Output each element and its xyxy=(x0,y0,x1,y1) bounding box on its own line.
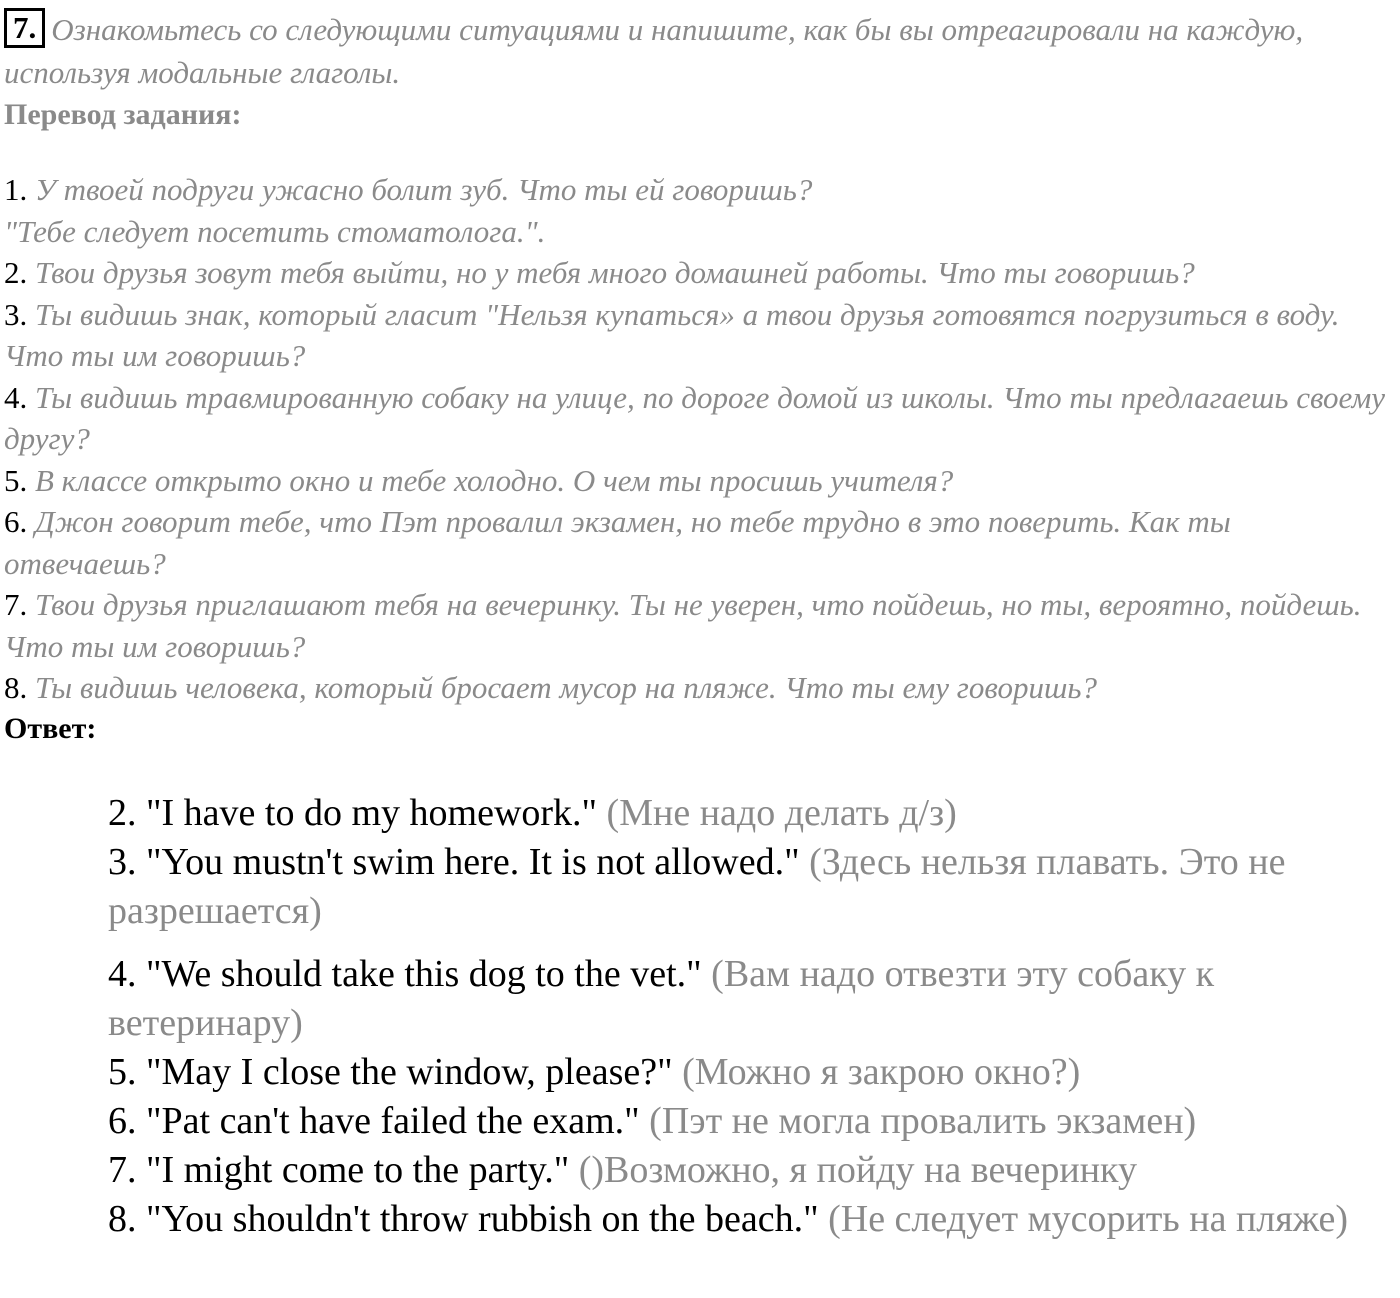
item-number: 5. xyxy=(4,462,28,498)
answer-item xyxy=(108,1097,1396,1146)
document-page xyxy=(4,8,1396,1244)
item-text: У твоей подруги ужасно болит зуб. Что ты ей говоришь? xyxy=(35,172,813,207)
answer-english: 6. "Pat can't have failed the exam." xyxy=(108,1099,640,1142)
task-instruction-paragraph xyxy=(4,8,1396,94)
item-text: Ты видишь знак, который гласит "Нельзя купаться» а твои друзья готовятся погрузиться в воду. Что ты им говоришь? xyxy=(4,296,1340,373)
item-example: "Тебе следует посетить стоматолога.". xyxy=(4,213,546,249)
item-number: 3. xyxy=(4,296,28,332)
list-item xyxy=(4,169,1396,252)
spacer xyxy=(4,136,1396,169)
item-number: 7. xyxy=(4,587,28,622)
answer-translation: (Вам надо отвезти эту собаку к ветеринару) xyxy=(108,952,1215,1044)
item-text: В классе открыто окно и тебе холодно. О чем ты просишь учителя? xyxy=(35,462,954,498)
task-instruction: Ознакомьтесь со следующими ситуациями и напишите, как бы вы отреагировали на каждую, используя модальные глаголы. xyxy=(4,12,1304,90)
answer-translation: (Мне надо делать д/з) xyxy=(606,791,957,834)
answer-english: 3. "You mustn't swim here. It is not allowed." xyxy=(108,840,800,883)
answer-translation: (Можно я закрою окно?) xyxy=(682,1050,1081,1093)
answer-english: 8. "You shouldn't throw rubbish on the beach." xyxy=(108,1197,819,1240)
answer-english: 5. "May I close the window, please?" xyxy=(108,1050,673,1093)
answer-item xyxy=(108,789,1396,838)
answer-english: 4. "We should take this dog to the vet." xyxy=(108,952,702,995)
list-item xyxy=(4,377,1396,460)
task-number-box: 7. xyxy=(4,8,45,48)
item-number: 1. xyxy=(4,172,28,207)
situation-list xyxy=(4,169,1396,709)
answer-translation: ()Возможно, я пойду на вечеринку xyxy=(578,1148,1137,1191)
item-number: 2. xyxy=(4,255,28,290)
item-number: 8. xyxy=(4,670,28,705)
list-item xyxy=(4,460,1396,502)
list-item xyxy=(4,667,1396,709)
list-item xyxy=(4,294,1396,377)
answer-list xyxy=(4,789,1396,1244)
answer-item xyxy=(108,838,1396,936)
list-item xyxy=(4,252,1396,294)
answer-translation: (Здесь нельзя плавать. Это не разрешается) xyxy=(108,840,1286,932)
item-text: Твои друзья приглашают тебя на вечеринку. Ты не уверен, что пойдешь, но ты, вероятно, пойдешь. Что ты им говоришь? xyxy=(4,587,1362,664)
answer-item xyxy=(108,1048,1396,1097)
list-item xyxy=(4,501,1396,584)
answer-translation: (Пэт не могла провалить экзамен) xyxy=(649,1099,1197,1142)
item-number: 6. xyxy=(4,504,28,539)
answer-english: 7. "I might come to the party." xyxy=(108,1148,570,1191)
answer-item xyxy=(108,1195,1396,1244)
list-item xyxy=(4,584,1396,667)
translation-heading: Перевод задания: xyxy=(4,98,242,131)
item-text: Твои друзья зовут тебя выйти, но у тебя много домашней работы. Что ты говоришь? xyxy=(35,255,1195,290)
answer-english: 2. "I have to do my homework." xyxy=(108,791,598,834)
item-text: Ты видишь травмированную собаку на улице, по дороге домой из школы. Что ты предлагаешь своему другу? xyxy=(4,379,1386,456)
answer-translation: (Не следует мусорить на пляже) xyxy=(828,1197,1348,1240)
answer-item xyxy=(108,1146,1396,1195)
answer-item xyxy=(108,950,1396,1048)
item-number: 4. xyxy=(4,379,28,415)
item-text: Ты видишь человека, который бросает мусор на пляже. Что ты ему говоришь? xyxy=(35,670,1097,705)
item-text: Джон говорит тебе, что Пэт провалил экзамен, но тебе трудно в это поверить. Как ты отвечаешь? xyxy=(4,504,1231,581)
answer-heading: Ответ: xyxy=(4,711,97,745)
